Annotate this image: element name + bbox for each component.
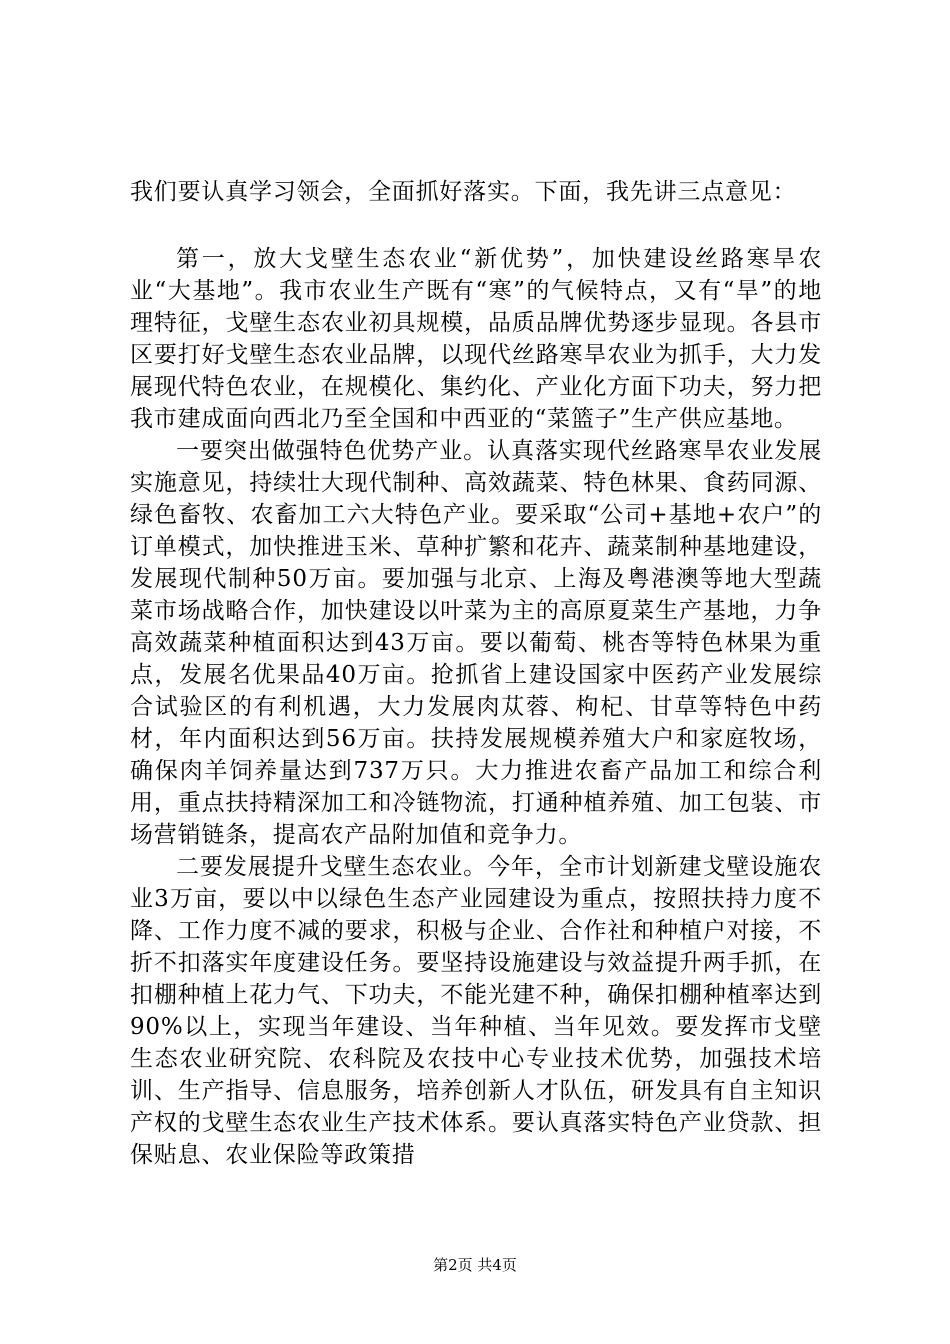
intro-text-block xyxy=(130,176,822,208)
page-number-footer: 第2页 共4页 xyxy=(433,1256,517,1274)
body-text-block xyxy=(130,243,822,1171)
paragraph-first-point: 第一，放大戈壁生态农业“新优势”，加快建设丝路寒旱农业“大基地”。我市农业生产既有“寒”的气候特点，又有“旱”的地理特征，戈壁生态农业初具规模，品质品牌优势逐步显现。各县市区要打好戈壁生态农业品牌，以现代丝路寒旱农业为抓手，大力发展现代特色农业，在规模化、集约化、产业化方面下功夫，努力把我市建成面向西北乃至全国和中西亚的“菜篮子”生产供应基地。 xyxy=(130,246,822,432)
paragraph-specialty-industries: 一要突出做强特色优势产业。认真落实现代丝路寒旱农业发展实施意见，持续壮大现代制种、高效蔬菜、特色林果、食药同源、绿色畜牧、农畜加工六大特色产业。要采取“公司+基地+农户”的订单模式，加快推进玉米、草种扩繁和花卉、蔬菜制种基地建设，发展现代制种50万亩。要加强与北京、上海及粤港澳等地大型蔬菜市场战略合作，加快建设以叶菜为主的高原夏菜生产基地，力争高效蔬菜种植面积达到43万亩。要以葡萄、桃杏等特色林果为重点，发展名优果品40万亩。抢抓省上建设国家中医药产业发展综合试验区的有利机遇，大力发展肉苁蓉、枸杞、甘草等特色中药材，年内面积达到56万亩。扶持发展规模养殖大户和家庭牧场，确保肉羊饲养量达到737万只。大力推进农畜产品加工和综合利用，重点扶持精深加工和冷链物流，打通种植养殖、加工包装、市场营销链条，提高农产品附加值和竞争力。 xyxy=(130,438,822,848)
intro-paragraph: 我们要认真学习领会，全面抓好落实。下面，我先讲三点意见： xyxy=(130,179,797,205)
paragraph-gobi-agriculture: 二要发展提升戈壁生态农业。今年，全市计划新建戈壁设施农业3万亩，要以中以绿色生态产业园建设为重点，按照扶持力度不降、工作力度不减的要求，积极与企业、合作社和种植户对接，不折不扣落实年度建设任务。要坚持设施建设与效益提升两手抓，在扣棚种植上花力气、下功夫，不能光建不种，确保扣棚种植率达到90%以上，实现当年建设、当年种植、当年见效。要发挥市戈壁生态农业研究院、农科院及农技中心专业技术优势，加强技术培训、生产指导、信息服务，培养创新人才队伍，研发具有自主知识产权的戈壁生态农业生产技术体系。要认真落实特色产业贷款、担保贴息、农业保险等政策措 xyxy=(130,854,822,1168)
